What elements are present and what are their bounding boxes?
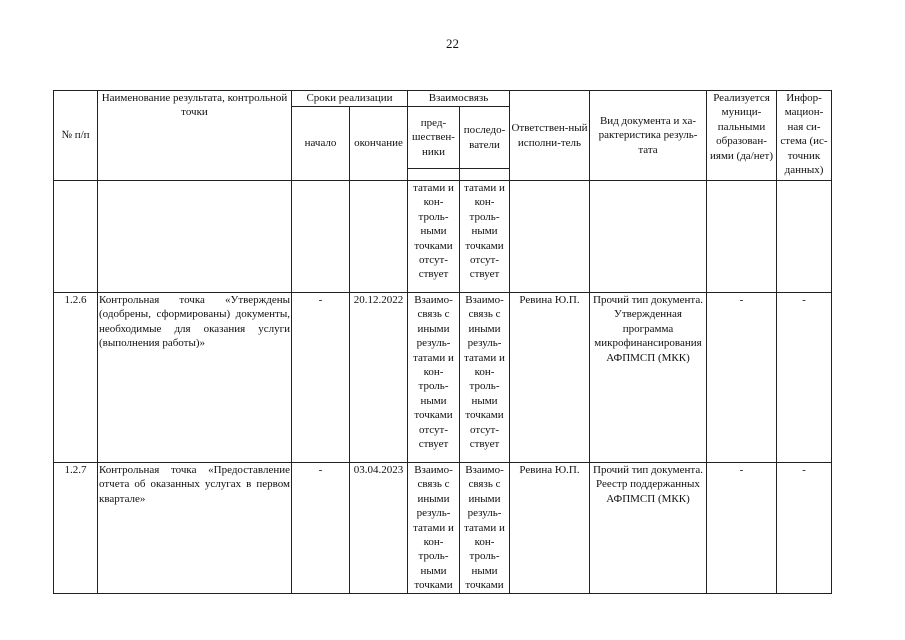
cell-info-system: - — [777, 463, 832, 594]
cell-end — [350, 181, 408, 293]
table-row — [54, 181, 832, 293]
header-responsible: Ответствен-ный исполни-тель — [510, 91, 590, 181]
cell-name: Контрольная точка «Утверждены (одобрены, сформированы) документы, необходимые для оказания услуги (выполнения работы)» — [98, 293, 292, 463]
cell-responsible — [510, 181, 590, 293]
cell-doc-type: Прочий тип документа. Реестр поддержанных АФПМСП (МКК) — [590, 463, 707, 594]
cell-info-system — [777, 181, 832, 293]
cell-doc-type: Прочий тип документа. Утвержденная программа микрофинансирования АФПМСП (МКК) — [590, 293, 707, 463]
cell-successors: Взаимо-связь с иными резуль-татами и кон-троль-ными точками отсут-ствует — [460, 293, 510, 463]
cell-predecessors: Взаимо-связь с иными резуль-татами и кон-троль-ными точками отсут-ствует — [408, 293, 460, 463]
header-relation: Взаимосвязь — [408, 91, 510, 107]
cell-start: - — [292, 293, 350, 463]
cell-name — [98, 181, 292, 293]
header-terms: Сроки реализации — [292, 91, 408, 107]
header-start: начало — [292, 107, 350, 181]
page-number: 22 — [446, 36, 459, 51]
header-name: Наименование результата, контрольной точки — [98, 91, 292, 181]
header-predecessors: пред-шествен-ники — [408, 107, 460, 169]
table-row — [54, 463, 832, 594]
cell-doc-type — [590, 181, 707, 293]
cell-num: 1.2.7 — [54, 463, 98, 594]
cell-responsible: Ревина Ю.П. — [510, 293, 590, 463]
cell-num — [54, 181, 98, 293]
header-municipal: Реализуется муници-пальными образован-иями (да/нет) — [707, 91, 777, 181]
header-end: окончание — [350, 107, 408, 181]
cell-responsible: Ревина Ю.П. — [510, 463, 590, 594]
cell-municipal — [707, 181, 777, 293]
cell-successors: татами и кон-троль-ными точками отсут-ствует — [460, 181, 510, 293]
cell-end: 03.04.2023 — [350, 463, 408, 594]
cell-municipal: - — [707, 293, 777, 463]
table-row — [54, 293, 832, 463]
results-table — [53, 90, 832, 594]
cell-municipal: - — [707, 463, 777, 594]
header-doc-type: Вид документа и ха-рактеристика резуль-тата — [590, 91, 707, 181]
cell-start: - — [292, 463, 350, 594]
header-successors: последо-ватели — [460, 107, 510, 169]
cell-predecessors: Взаимо-связь с иными резуль-татами и кон-троль-ными точками — [408, 463, 460, 594]
cell-num: 1.2.6 — [54, 293, 98, 463]
header-info-system: Инфор-мацион-ная си-стема (ис-точник данных) — [777, 91, 832, 181]
header-num: № п/п — [54, 91, 98, 181]
cell-end: 20.12.2022 — [350, 293, 408, 463]
cell-predecessors: татами и кон-троль-ными точками отсут-ствует — [408, 181, 460, 293]
cell-info-system: - — [777, 293, 832, 463]
cell-start — [292, 181, 350, 293]
cell-name: Контрольная точка «Предоставление отчета об оказанных услугах в первом квартале» — [98, 463, 292, 594]
cell-successors: Взаимо-связь с иными резуль-татами и кон-троль-ными точками — [460, 463, 510, 594]
